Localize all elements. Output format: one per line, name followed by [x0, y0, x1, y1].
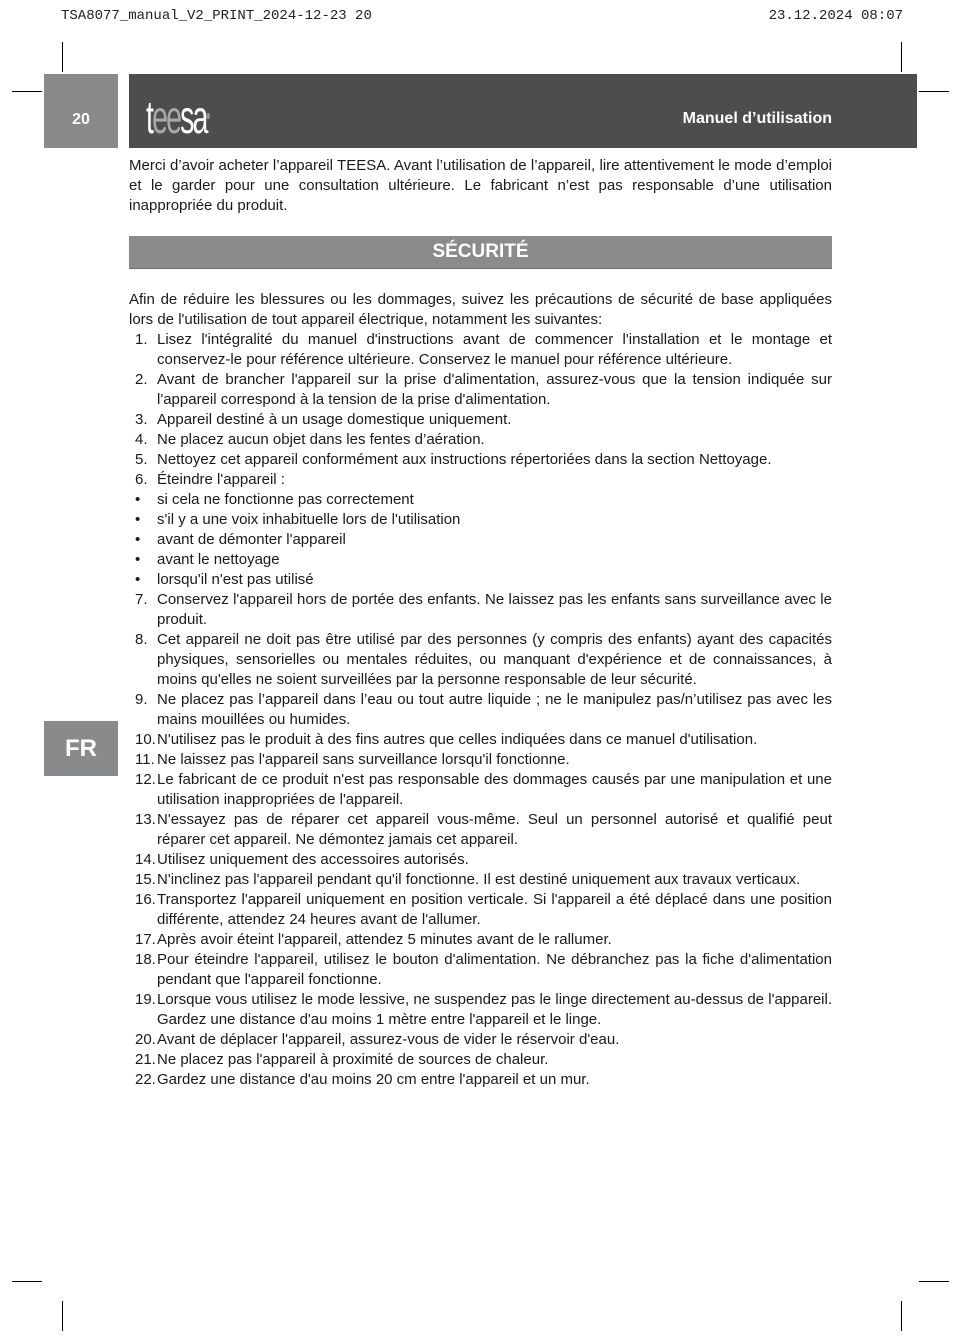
- list-marker: •: [135, 551, 141, 568]
- list-item: [129, 1050, 832, 1070]
- crop-mark: [12, 1281, 42, 1282]
- list-marker: 8.: [135, 631, 148, 648]
- list-marker: 17.: [135, 931, 156, 948]
- list-marker: 6.: [135, 471, 148, 488]
- list-item: [129, 370, 832, 410]
- page-header: [129, 74, 917, 148]
- list-marker: 11.: [135, 751, 155, 768]
- list-marker: 19.: [135, 991, 156, 1008]
- list-text: Avant de brancher l'appareil sur la prise d'alimentation, assurez-vous que la tension indiquée sur l'appareil correspond à la tension de la prise d'alimentation.: [157, 371, 832, 408]
- list-marker: 1.: [135, 331, 148, 348]
- list-item: [129, 810, 832, 850]
- list-marker: 3.: [135, 411, 148, 428]
- list-text: Utilisez uniquement des accessoires autorisés.: [157, 851, 469, 868]
- list-text: avant le nettoyage: [157, 551, 280, 568]
- list-text: Transportez l'appareil uniquement en position verticale. Si l'appareil a été déplacé dans une position différente, attendez 24 heures avant de l'allumer.: [157, 891, 832, 928]
- print-filename: TSA8077_manual_V2_PRINT_2024-12-23 20: [61, 8, 372, 24]
- list-text: Ne laissez pas l'appareil sans surveillance lorsqu'il fonctionne.: [157, 751, 570, 768]
- section-title: SÉCURITÉ: [129, 236, 832, 269]
- list-marker: 5.: [135, 451, 148, 468]
- list-item: [129, 690, 832, 730]
- list-text: si cela ne fonctionne pas correctement: [157, 491, 414, 508]
- list-marker: •: [135, 571, 141, 588]
- list-item: [129, 930, 832, 950]
- list-text: Lisez l'intégralité du manuel d'instructions avant de commencer l'installation et le montage et conservez-le pour référence ultérieure. Conservez le manuel pour référence ultérieure.: [157, 331, 832, 368]
- list-item: [129, 550, 832, 570]
- list-item: [129, 730, 832, 750]
- list-text: Pour éteindre l'appareil, utilisez le bouton d'alimentation. Ne débranchez pas la fiche d'alimentation pendant que l'appareil fonctionne.: [157, 951, 832, 988]
- crop-mark: [919, 1281, 949, 1282]
- list-marker: 21.: [135, 1051, 156, 1068]
- list-item: [129, 950, 832, 990]
- list-marker: 12.: [135, 771, 156, 788]
- list-text: Appareil destiné à un usage domestique uniquement.: [157, 411, 512, 428]
- list-item: [129, 530, 832, 550]
- list-marker: 20.: [135, 1031, 156, 1048]
- list-item: [129, 1070, 832, 1090]
- list-text: lorsqu'il n'est pas utilisé: [157, 571, 314, 588]
- list-text: N'essayez pas de réparer cet appareil vous-même. Seul un personnel autorisé et qualifié peut réparer cet appareil. Ne démontez jamais cet appareil.: [157, 811, 832, 848]
- list-item: [129, 490, 832, 510]
- list-text: Ne placez pas l’appareil dans l’eau ou tout autre liquide ; ne le manipulez pas/n’utilisez pas avec les mains mouillées ou humides.: [157, 691, 832, 728]
- list-marker: 10.: [135, 731, 156, 748]
- list-marker: 9.: [135, 691, 148, 708]
- list-item: [129, 890, 832, 930]
- section-lead: Afin de réduire les blessures ou les dommages, suivez les précautions de sécurité de base appliquées lors de l'utilisation de tout appareil électrique, notamment les suivantes:: [129, 291, 832, 328]
- list-text: Ne placez aucun objet dans les fentes d’aération.: [157, 431, 485, 448]
- teesa-logo: teesa®: [146, 91, 209, 143]
- crop-mark: [12, 91, 42, 92]
- list-marker: 13.: [135, 811, 156, 828]
- list-item: [129, 590, 832, 630]
- list-item: [129, 770, 832, 810]
- list-marker: 18.: [135, 951, 156, 968]
- list-text: Cet appareil ne doit pas être utilisé par des personnes (y compris des enfants) ayant des capacités physiques, sensorielles ou mentales réduites, ou manquant d'expérience et de connaissances, à moins qu'elles ne soient surveillées par la personne responsable de leur sécurité.: [157, 631, 832, 688]
- list-item: [129, 570, 832, 590]
- list-marker: 14.: [135, 851, 156, 868]
- crop-mark: [901, 42, 902, 72]
- list-item: [129, 510, 832, 530]
- list-marker: 4.: [135, 431, 148, 448]
- list-item: [129, 450, 832, 470]
- list-text: Lorsque vous utilisez le mode lessive, ne suspendez pas le linge directement au-dessus de l'appareil. Gardez une distance d'au moins 1 mètre entre l'appareil et le linge.: [157, 991, 832, 1028]
- list-text: N'utilisez pas le produit à des fins autres que celles indiquées dans ce manuel d'utilisation.: [157, 731, 758, 748]
- list-item: [129, 750, 832, 770]
- list-marker: •: [135, 511, 141, 528]
- list-marker: •: [135, 531, 141, 548]
- language-tab: FR: [44, 721, 118, 776]
- page-number: 20: [44, 74, 118, 148]
- list-text: s'il y a une voix inhabituelle lors de l'utilisation: [157, 511, 461, 528]
- list-item: [129, 330, 832, 370]
- safety-content: [129, 290, 832, 1090]
- list-marker: 15.: [135, 871, 156, 888]
- list-text: Nettoyez cet appareil conformément aux instructions répertoriées dans la section Nettoyage.: [157, 451, 772, 468]
- list-marker: 7.: [135, 591, 148, 608]
- list-text: Avant de déplacer l'appareil, assurez-vous de vider le réservoir d'eau.: [157, 1031, 620, 1048]
- list-text: Conservez l'appareil hors de portée des enfants. Ne laissez pas les enfants sans surveillance avec le produit.: [157, 591, 832, 628]
- safety-list: [129, 330, 832, 1090]
- list-text: Après avoir éteint l'appareil, attendez 5 minutes avant de le rallumer.: [157, 931, 612, 948]
- list-text: Le fabricant de ce produit n'est pas responsable des dommages causés par une manipulation et une utilisation inappropriées de l'appareil.: [157, 771, 832, 808]
- intro-paragraph: Merci d’avoir acheter l’appareil TEESA. Avant l’utilisation de l’appareil, lire attentivement le mode d’emploi et le garder pour une consultation ultérieure. Le fabricant n’est pas responsable d’une utilisation inappropriée du produit.: [129, 157, 832, 214]
- list-item: [129, 1030, 832, 1050]
- crop-mark: [919, 91, 949, 92]
- list-item: [129, 630, 832, 690]
- list-item: [129, 470, 832, 490]
- list-item: [129, 870, 832, 890]
- list-marker: 16.: [135, 891, 156, 908]
- crop-mark: [901, 1301, 902, 1331]
- list-text: Éteindre l'appareil :: [157, 471, 285, 488]
- list-item: [129, 850, 832, 870]
- list-item: [129, 990, 832, 1030]
- list-text: N'inclinez pas l'appareil pendant qu'il fonctionne. Il est destiné uniquement aux travaux verticaux.: [157, 871, 801, 888]
- list-text: avant de démonter l'appareil: [157, 531, 346, 548]
- list-marker: •: [135, 491, 141, 508]
- list-text: Ne placez pas l'appareil à proximité de sources de chaleur.: [157, 1051, 549, 1068]
- list-item: [129, 430, 832, 450]
- print-datetime: 23.12.2024 08:07: [768, 8, 903, 24]
- list-text: Gardez une distance d'au moins 20 cm entre l'appareil et un mur.: [157, 1071, 590, 1088]
- list-item: [129, 410, 832, 430]
- list-marker: 22.: [135, 1071, 156, 1088]
- header-title: Manuel d’utilisation: [682, 110, 832, 127]
- crop-mark: [62, 42, 63, 72]
- crop-mark: [62, 1301, 63, 1331]
- list-marker: 2.: [135, 371, 148, 388]
